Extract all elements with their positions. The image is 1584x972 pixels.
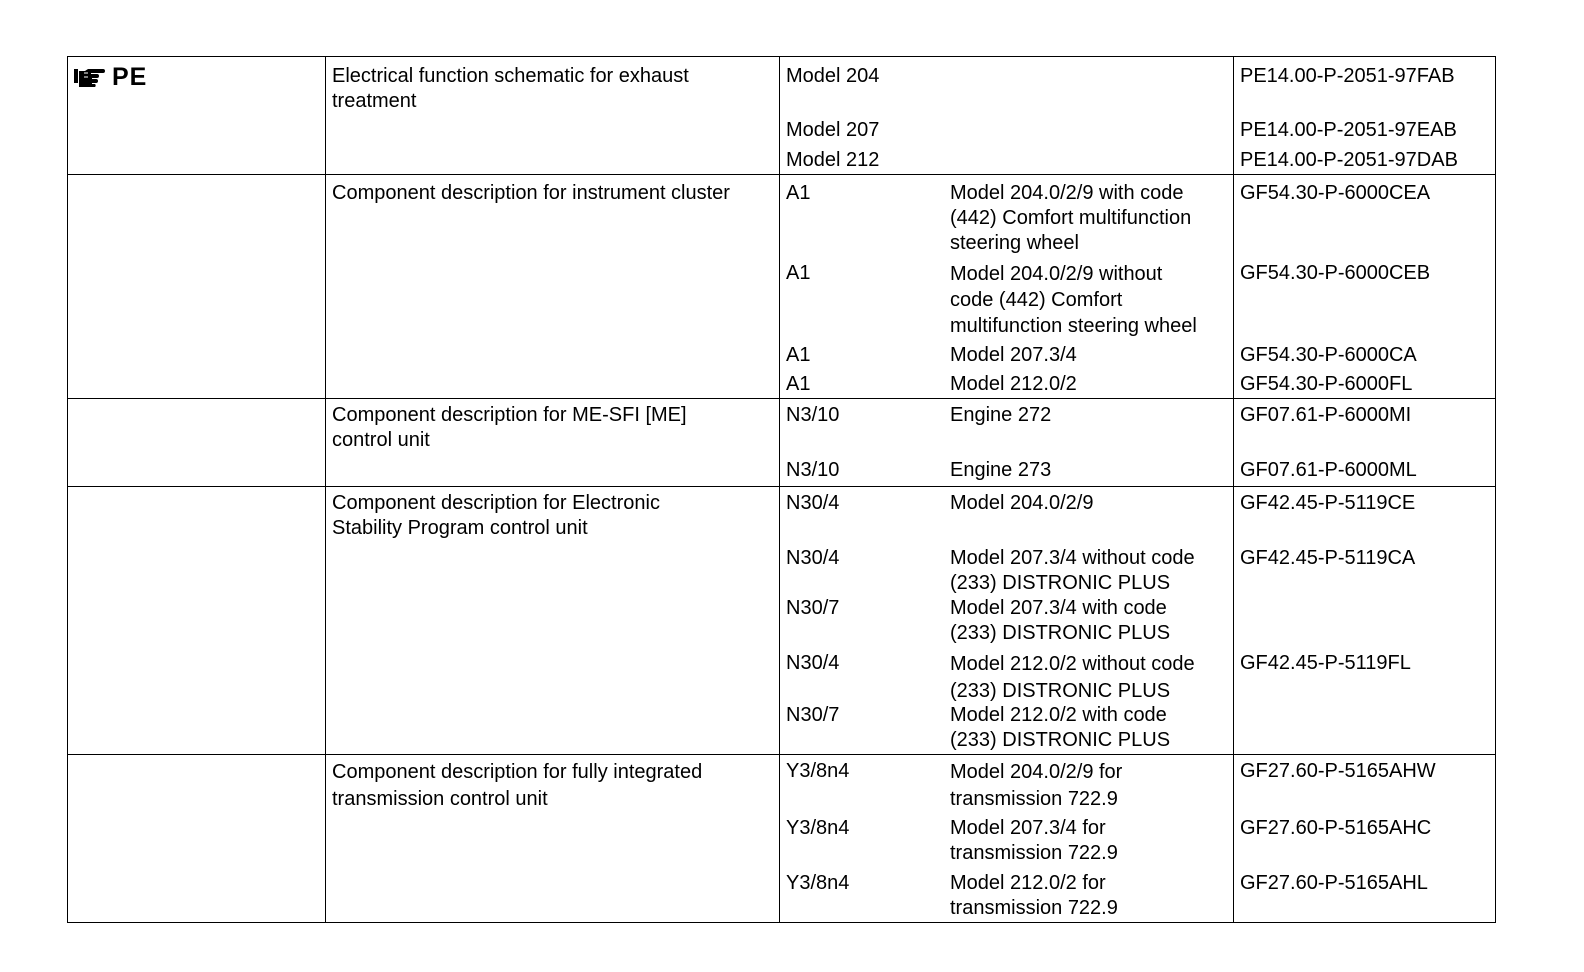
pe-label-text: PE: [112, 63, 148, 91]
description-line: Component description for fully integrated: [332, 761, 703, 783]
document-link[interactable]: PE14.00-P-2051-97EAB: [1240, 119, 1457, 141]
component-cell: N30/7: [786, 597, 840, 619]
section-description: [332, 491, 660, 541]
condition-line: Model 207.3/4 with code: [950, 597, 1167, 619]
pe-marker: [72, 63, 147, 92]
component-cell: A1: [786, 182, 811, 204]
condition-line: Model 212.0/2 for: [950, 872, 1106, 894]
condition-cell: [950, 261, 1197, 339]
condition-cell: Engine 272: [950, 404, 1052, 426]
condition-line: Model 204.0/2/9 with code: [950, 182, 1184, 204]
condition-cell: [950, 871, 1118, 921]
component-cell: Model 207: [786, 119, 880, 141]
component-cell: Model 204: [786, 65, 880, 87]
condition-line: (233) DISTRONIC PLUS: [950, 572, 1171, 594]
column-divider: [779, 57, 780, 922]
condition-cell: [950, 816, 1118, 866]
description-line: control unit: [332, 429, 430, 451]
component-cell: N3/10: [786, 459, 840, 481]
component-cell: N30/7: [786, 704, 840, 726]
document-link[interactable]: GF42.45-P-5119FL: [1240, 652, 1411, 674]
condition-line: Model 212.0/2 with code: [950, 704, 1167, 726]
reference-table: [67, 56, 1496, 923]
condition-line: Model 207.3/4 for: [950, 817, 1106, 839]
condition-cell: Model 212.0/2: [950, 373, 1077, 395]
component-cell: N30/4: [786, 547, 840, 569]
condition-cell: Engine 273: [950, 459, 1052, 481]
section-description: [332, 64, 689, 114]
condition-cell: [950, 596, 1170, 646]
section-description: Component description for instrument cluster: [332, 182, 730, 204]
condition-line: transmission 722.9: [950, 842, 1118, 864]
component-cell: Y3/8n4: [786, 760, 850, 782]
document-link[interactable]: GF27.60-P-5165AHC: [1240, 817, 1432, 839]
description-line: transmission control unit: [332, 788, 548, 810]
pointing-hand-icon: [72, 67, 106, 89]
component-cell: Y3/8n4: [786, 872, 850, 894]
component-cell: N30/4: [786, 492, 840, 514]
condition-cell: [950, 703, 1170, 753]
section-divider: [68, 174, 1495, 175]
condition-line: Model 204.0/2/9 for: [950, 761, 1123, 783]
column-divider: [1233, 57, 1234, 922]
description-line: Component description for ME-SFI [ME]: [332, 404, 687, 426]
document-link[interactable]: GF07.61-P-6000ML: [1240, 459, 1417, 481]
description-line: Component description for Electronic: [332, 492, 660, 514]
document-link[interactable]: GF54.30-P-6000CEB: [1240, 262, 1431, 284]
condition-line: Model 212.0/2 without code: [950, 653, 1195, 675]
document-link[interactable]: GF07.61-P-6000MI: [1240, 404, 1412, 426]
condition-cell: [950, 181, 1191, 256]
description-line: Electrical function schematic for exhaust: [332, 65, 689, 87]
condition-line: code (442) Comfort: [950, 289, 1123, 311]
condition-line: (442) Comfort multifunction: [950, 207, 1192, 229]
condition-cell: Model 207.3/4: [950, 344, 1077, 366]
condition-line: (233) DISTRONIC PLUS: [950, 729, 1171, 751]
description-line: Stability Program control unit: [332, 517, 588, 539]
document-link[interactable]: GF42.45-P-5119CA: [1240, 547, 1416, 569]
condition-cell: [950, 651, 1195, 705]
condition-line: multifunction steering wheel: [950, 315, 1197, 337]
component-cell: A1: [786, 373, 811, 395]
section-divider: [68, 398, 1495, 399]
column-divider: [325, 57, 326, 922]
condition-line: transmission 722.9: [950, 788, 1118, 810]
section-description: [332, 759, 702, 813]
component-cell: Y3/8n4: [786, 817, 850, 839]
condition-line: Model 207.3/4 without code: [950, 547, 1195, 569]
condition-cell: [950, 759, 1122, 813]
condition-cell: [950, 546, 1195, 596]
document-link[interactable]: GF27.60-P-5165AHW: [1240, 760, 1436, 782]
document-link[interactable]: GF54.30-P-6000CA: [1240, 344, 1417, 366]
component-cell: A1: [786, 262, 811, 284]
component-cell: N30/4: [786, 652, 840, 674]
component-cell: Model 212: [786, 149, 880, 171]
document-link[interactable]: GF42.45-P-5119CE: [1240, 492, 1416, 514]
condition-line: (233) DISTRONIC PLUS: [950, 622, 1171, 644]
document-link[interactable]: GF54.30-P-6000CEA: [1240, 182, 1431, 204]
description-line: treatment: [332, 90, 417, 112]
component-cell: A1: [786, 344, 811, 366]
document-link[interactable]: GF54.30-P-6000FL: [1240, 373, 1413, 395]
document-link[interactable]: GF27.60-P-5165AHL: [1240, 872, 1428, 894]
condition-line: transmission 722.9: [950, 897, 1118, 919]
condition-line: steering wheel: [950, 232, 1079, 254]
condition-cell: Model 204.0/2/9: [950, 492, 1094, 514]
condition-line: (233) DISTRONIC PLUS: [950, 680, 1171, 702]
section-divider: [68, 754, 1495, 755]
section-divider: [68, 486, 1495, 487]
document-link[interactable]: PE14.00-P-2051-97FAB: [1240, 65, 1455, 87]
section-description: [332, 403, 687, 453]
component-cell: N3/10: [786, 404, 840, 426]
document-link[interactable]: PE14.00-P-2051-97DAB: [1240, 149, 1458, 171]
condition-line: Model 204.0/2/9 without: [950, 263, 1163, 285]
